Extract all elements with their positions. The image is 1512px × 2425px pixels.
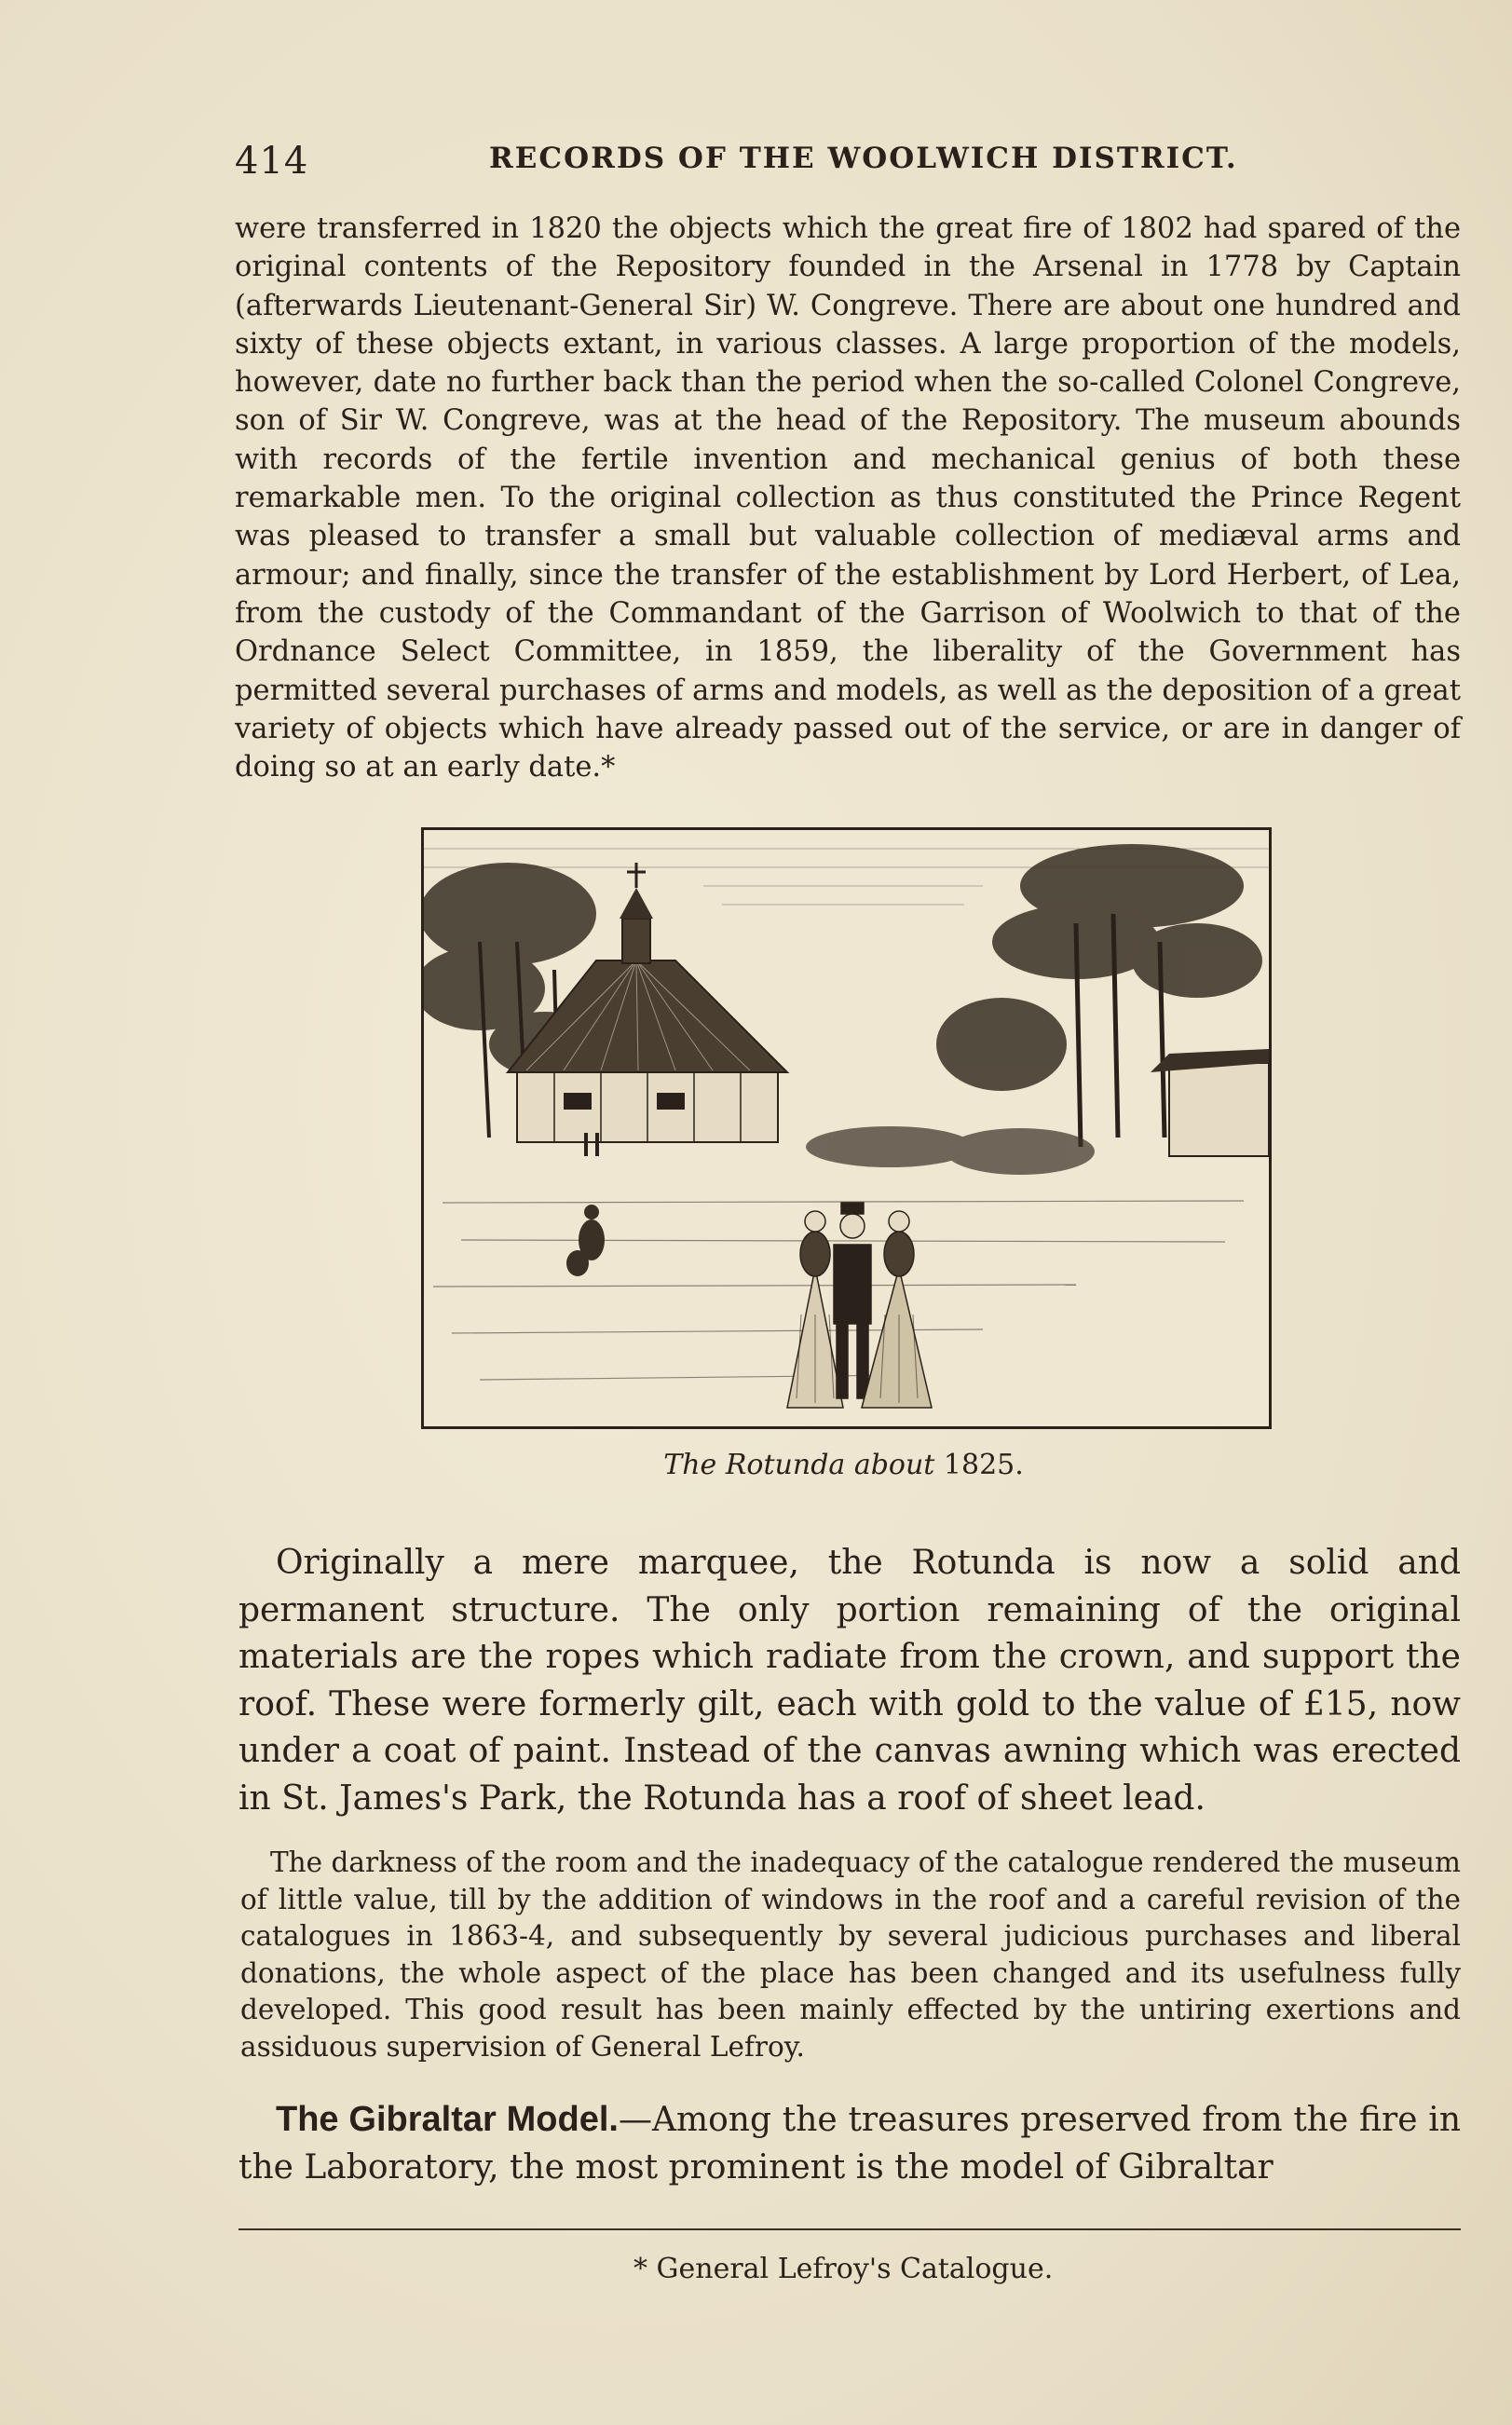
page-header — [235, 140, 1483, 186]
body-paragraph-2: Originally a mere marquee, the Rotunda is now a solid and permanent structure. The only portion remaining of the original materials are the ropes which radiate from the crown, and support the roof. These were formerly gilt, each with gold to the value of £15, now under a coat of paint. Instead of the canvas awning which was erected in St. James's Park, the Rotunda has a roof of sheet lead. — [238, 1544, 1461, 1818]
rotunda-engraving — [421, 827, 1272, 1429]
body-paragraph-3: The darkness of the room and the inadequacy of the catalogue rendered the museum of little value, till by the addition of windows in the roof and a careful revision of the catalogues in 1863-4, and subsequently by several judicious purchases and liberal donations, the whole aspect of the place has been changed and its usefulness fully developed. This good result has been mainly effected by the untiring exertions and assiduous supervision of General Lefroy. — [240, 1846, 1461, 2063]
figure-caption — [421, 1449, 1266, 1481]
section-heading: The Gibraltar Model. — [276, 2100, 619, 2139]
body-paragraph-1: were transferred in 1820 the objects which the great fire of 1802 had spared of the original contents of the Repository founded in the Arsenal in 1778 by Captain (afterwards Lieutenant-General Sir) W. Congreve. There are about one hundred and sixty of these objects extant, in various classes. A large proportion of the models, however, date no further back than the period when the so-called Colonel Congreve, son of Sir W. Congreve, was at the head of the Repository. The museum abounds with records of the fertile invention and mechanical genius of both these remarkable men. To the original collection as thus constituted the Prince Regent was pleased to transfer a small but valuable collection of mediæval arms and armour; and finally, since the transfer of the establishment by Lord Herbert, of Lea, from the custody of the Commandant of the Garrison of Woolwich to that of the Ordnance Select Committee, in 1859, the liberality of the Government has permitted several purchases of arms and models, as well as the deposition of a great variety of objects which have already passed out of the service, or are in danger of doing so at an early date.* — [235, 212, 1461, 784]
footnote: * General Lefroy's Catalogue. — [633, 2253, 1054, 2285]
caption-year: 1825. — [943, 1449, 1024, 1481]
section-body: —Among the treasures preserved from the fire in the Laboratory, the most prominent is the model of Gibraltar — [238, 2101, 1462, 2187]
body-paragraph-4 — [238, 2096, 1461, 2191]
caption-title: The Rotunda about — [663, 1449, 935, 1481]
footnote-divider — [238, 2228, 1461, 2230]
running-title: RECORDS OF THE WOOLWICH DISTRICT. — [489, 142, 1238, 175]
page-number: 414 — [235, 140, 309, 183]
